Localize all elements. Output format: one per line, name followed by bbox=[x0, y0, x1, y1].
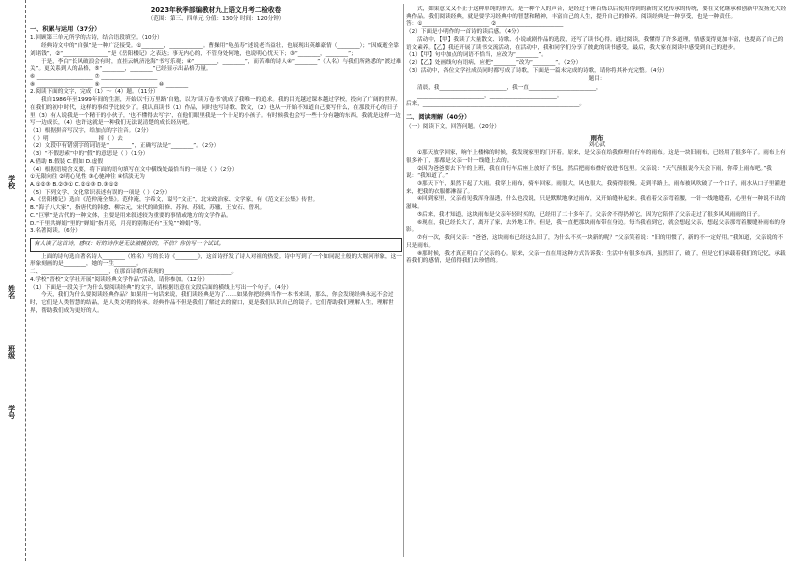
question-4-1-passage: 今天，我们为什么要阅读经典作品？如果用一句话来说，我们读经典是为了……如果你把经典当作一本书来读，那么，你会发现经典永远不会过时，它们是人类智慧的结晶，是人类文明的传承。经典作品不但是我们了解过去的窗口，更是我们认识自己的镜子。它们帮助我们理解人生，理解世界，帮助我们成为更好的人。 bbox=[30, 292, 394, 314]
question-2-3-options: A.借助 B.假装 C.假如 D.虚假 bbox=[30, 158, 103, 165]
question-2-4: （4）根据语境含义要，将下面的语句填写在文中横线处最恰当的一项是（ ）（2分） bbox=[30, 166, 238, 173]
question-2-4-choices: ①无限向往 ②明心见性 ③心驰神往 ④恬淡无为 bbox=[30, 174, 145, 181]
exam-meta: （范围：第三、四单元 分值：130分 时间：120分钟） bbox=[147, 16, 285, 23]
column-divider bbox=[403, 4, 404, 557]
question-3-blanks-cont: 二、________________________，在那首诗歌所表现的________________________。 bbox=[30, 269, 237, 276]
question-2-5-option-c: C.“巨擘”是古代的一种文体，主要是用来叙述较为重要的事情或地方的文学作品。 bbox=[30, 212, 232, 219]
question-3-blanks: 上面的诗句选自著名诗人________（姓名）写的长诗《________》，这首诗抒发了诗人对祖的热爱。诗中写到了一个如同泥土般的大堰河形象，这一形象刻画的是________，她的一生________。 bbox=[30, 253, 402, 268]
binding-label-name: 姓名 bbox=[7, 285, 16, 299]
article-paragraph: ⑤后来，我才知道，这块雨布是父亲年轻时买的，已经用了二十多年了。父亲舍不得扔掉它，因为它陪伴了父亲走过了很多风风雨雨的日子。 bbox=[417, 211, 764, 218]
question-4-3: （3）活动中，各位文学社成员同时都写成了诗歌，下面是一篇未完成的诗歌，请你将其补充完整。（4分） bbox=[406, 67, 668, 74]
question-4-1: （1）下面是一段关于“为什么要阅读经典”的文字，请根据语意在文段后面的横线上写出一个句子。（4分） bbox=[30, 284, 292, 291]
article-paragraph: ①那天放学回家，晌午上楼梯的时候，我发现家里的门开着。原来，是父亲在给我修理自行车的雨布。这是一块旧雨布，已经用了很多年了。雨布上有很多补丁，那都是父亲一针一线缝上去的。 bbox=[406, 150, 786, 164]
question-4-2-passage: 活动中，【甲】我读了大量散文、诗歌、小说或剧作品的选段，还写了读书心得。通过阅读，我懂得了许多道理，情感变得更加丰富，也提高了自己的语文素养。【乙】我还开展了读书交流活动，在活动中，我和同学们分享了彼此的读书感受，最后，我大家在阅读中感受到自己的进步。 bbox=[406, 36, 784, 51]
question-2-5: （5）下列文学、文化常识表述有误的一项是（ ）（2分） bbox=[30, 189, 171, 196]
right-column bbox=[406, 6, 788, 558]
question-2: 2.阅读下面的文字，完成（1）～（4）题。（11分） bbox=[30, 89, 159, 96]
section-heading-reading: 二、阅读理解（40分） bbox=[406, 114, 471, 122]
question-4-2: （2）下面是小明作的一首诗的读后感。（4分） bbox=[406, 29, 523, 36]
question-2-2: （2）文段中有错别字的词语是“________”，正确写法是“________”。（2分） bbox=[30, 143, 220, 150]
question-4-1-answer: 答：①________________________ ②________________________ bbox=[406, 21, 564, 28]
question-1-passage: 经典诗文中的“自强”是一种广泛接受。①________，____________。曹操用“龟虽寿”述说老当益壮，也展现出英雄豪情（________）；“因威逝全靠刘诸钱”，②“________________”是《岳阳楼记》之表达；事无内心的，不管身处何地，也说明心忧天下；③“________，________”； bbox=[30, 43, 399, 57]
question-2-5-option-a: A.《岳阳楼记》选自《范仲淹全集》。范仲淹，字希文，谥号“文正”，北宋政治家、文学家，有《范文正公集》传世。 bbox=[30, 197, 319, 204]
article-paragraph: ⑦有一次，我问父亲：“爸爸，这块雨布已经这么旧了，为什么不买一块新的呢？”父亲笑着说：“旧的用惯了，新的不一定好用。”我知道，父亲说的不只是雨布。 bbox=[406, 235, 784, 249]
article-paragraph: ⑧那时候，我才真正明白了父亲的心。原来，父亲一直在用这种方式告诉我：生活中有很多东西，虽然旧了，破了，但是它们承载着我们的记忆，承载着我们的感情，是值得我们去珍惜的。 bbox=[406, 250, 786, 265]
question-1-blanks-b: ⑧ ____________________ ⑨ ____________________ ⑩ ________ bbox=[30, 81, 189, 88]
article-paragraph: ③那天下午，果然下起了大雨。我穿上雨布，骑车回家。雨很大，风也很大，我骑得很慢。走到半路上，雨布被风吹破了一个口子，雨水从口子里灌进来，把我的衣服都淋湿了。 bbox=[406, 181, 786, 195]
question-1-blanks-a: ⑥ ____________________ ⑦ ____________________ bbox=[30, 73, 158, 80]
left-column bbox=[30, 6, 402, 558]
binding-label-class: 班级 bbox=[7, 345, 16, 359]
binding-label-number: 学号 bbox=[7, 405, 16, 419]
poem-line-2: ________________________，________________________。 bbox=[417, 92, 563, 99]
question-3: 3.名著阅读。（6分） bbox=[30, 228, 81, 235]
section-heading: 一、积累与运用（37分） bbox=[30, 25, 101, 33]
binding-margin bbox=[0, 0, 26, 561]
article-title: 雨布 bbox=[590, 133, 604, 142]
poem-topic: 题目： bbox=[588, 76, 606, 83]
question-3-box: 有人读了这首诗，感叹：好的诗作是无法被模仿的，不信？你仿写一个试试。 bbox=[30, 238, 402, 252]
question-2-5-option-b: B.“海子八大家”，指唐代的韩愈、柳宗元，宋代的欧阳修、苏洵、苏轼、苏辙、王安石、曾巩。 bbox=[30, 205, 266, 212]
question-1-passage-cont: 于是，李白“长风破浪会有时，直挂云帆济沧海”书写乐观；④“________，________”，而苦难的诗人④“________”（人名）与我们所熟悉的“渡过难关”。更关系到人的品格，⑤“________，________”已经显示出品格力量。 bbox=[30, 58, 402, 73]
exam-title: 2023年秋季部编教材九上语文月考二检收卷 bbox=[150, 6, 282, 14]
question-2-3: （3）“不假思索”中的“假”的意思是（ ）（1分） bbox=[30, 151, 149, 158]
article-author: 刘心武 bbox=[588, 142, 606, 149]
reading-intro: （一）阅读下文，回答问题。（20分） bbox=[406, 123, 500, 130]
binding-label-school: 学校 bbox=[7, 175, 16, 189]
question-4: 4.学校“晋校”文学社开展“阅读经典文学作品”活动，请你参加。（12分） bbox=[30, 276, 208, 283]
question-4-2-b: （2）【乙】处画线句有语病，应把“________”改为“________”。（2分） bbox=[406, 60, 582, 67]
question-4-2-a: （1）【甲】句中加点的词语不恰当，应改为“________”。 bbox=[406, 52, 547, 59]
question-2-1-answers: （ ）明 ________ ________ 摔（ ）去 bbox=[30, 135, 123, 142]
question-2-5-option-d: D.“千里共婵娟”里的“婵娟”指月亮，月亮的别称还有“玉兔”“婵娟”等。 bbox=[30, 220, 205, 227]
article-paragraph: ⑥现在，我已经长大了，离开了家，去外地工作。但是，我一直把那块雨布带在身边。每当我看到它，就会想起父亲，想起父亲那弯着腰缝补雨布的身影。 bbox=[406, 219, 786, 234]
question-2-1: （1）根据拼音写汉字，给加点的字注音。（2分） bbox=[30, 127, 152, 134]
question-4-1-passage-cont: 式，如果意义又不止于这种单纯的形式。是一种个人的声音，是经过千锤百炼以后使用得到的新的文化传承的传统，要在文化继承和创新中发扬光大经典作品。我们阅读经典，就是要学习经典中的智慧和精神，丰富自己的人生，提升自己的修养。阅读经典是一种享受，也是一种责任。 bbox=[406, 6, 787, 20]
question-1: 1.回顾第三单元所学的古诗，结合语段填空。（10分） bbox=[30, 35, 163, 42]
question-2-passage: 我自1986年至1999年间的生涯，开始以‘行万里路’自勉，以为‘读万卷书’就成了我唯一的追求。我的目光越过课本越过学校，投向了广阔的世界。在我们的初中时代，这样的事似乎比较少了。我认真读书（1）作品，同时也写诗歌、散文，（2）也从一开始不知道自己要写什么，在那段开心的日子里（3）有人说我是一个精干的小伙子，‘也不懂得去写字’，在他们眼里我是一个十足的小孩子。有时候我也会写一些十分有趣的东西，我就是这样一边写一边成长，（4）也许这就是一种我们无法说清楚的成长经历吧。 bbox=[30, 97, 402, 127]
article-paragraph: ②因为爸爸要去下午的上班，我在自行车后座上放好了书包，然后把雨布叠好放进书包里。父亲说：“天气预报说今天会下雨，你带上雨布吧。”我说：“我知道了。” bbox=[406, 165, 772, 180]
article-paragraph: ④回到家里，父亲看见我浑身湿透，什么也没说，只是默默地拿过雨布，又开始缝补起来。我看着父亲弯着腰，一针一线地缝着，心里有一种说不出的滋味。 bbox=[406, 196, 786, 211]
question-2-4-options: A.①②③ B.②③① C.②①③ D.③①② bbox=[30, 182, 119, 189]
poem-line-1: 清晨，我________________________，我一直________________________， bbox=[417, 85, 602, 92]
poem-line-3: 后来，________________________________________________________。 bbox=[406, 100, 586, 107]
